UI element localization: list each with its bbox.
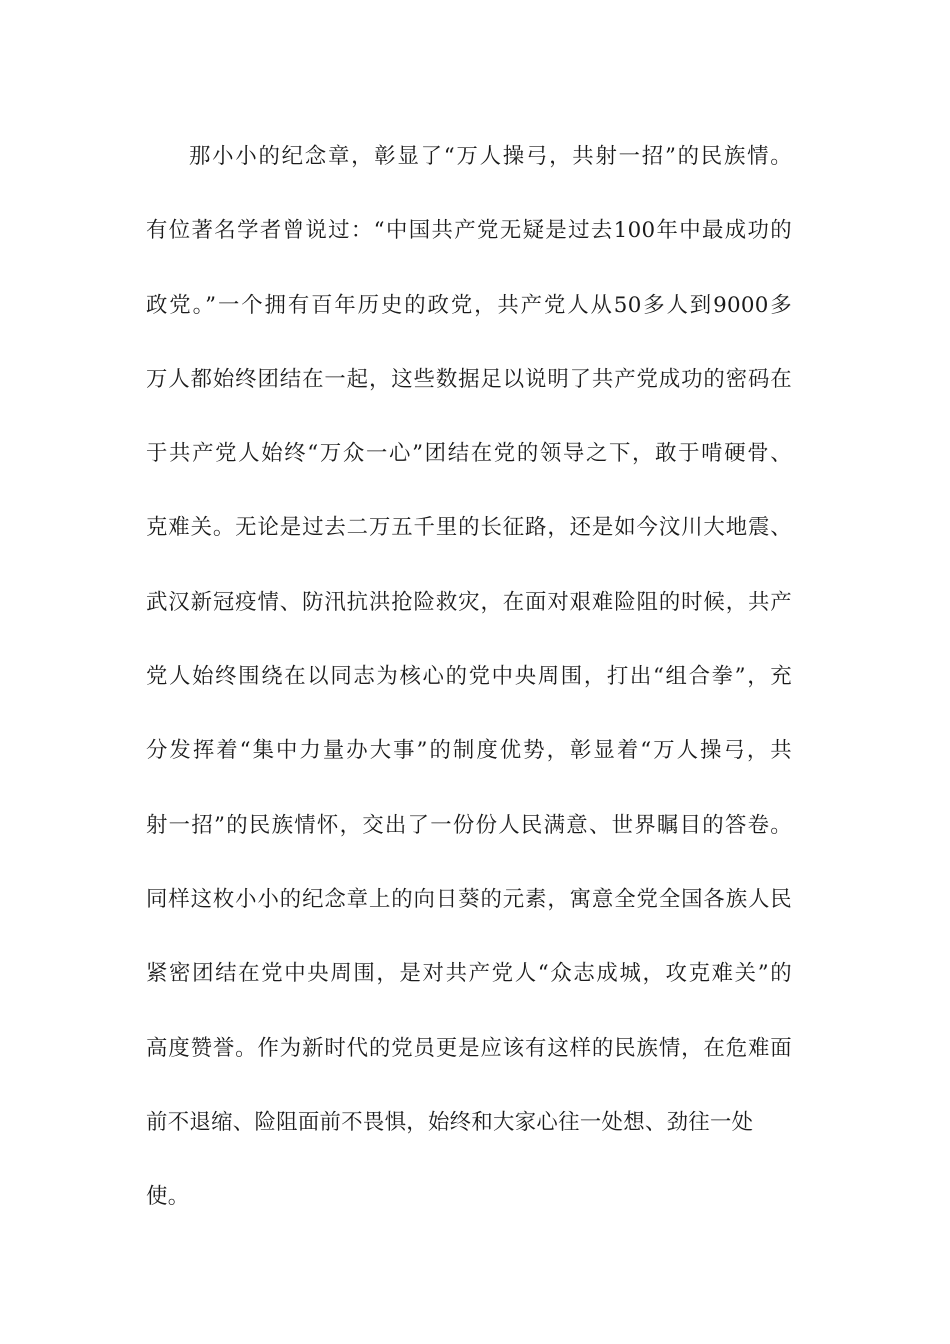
text-line: 分发挥着“集中力量办大事”的制度优势，彰显着“万人操弓，共 xyxy=(146,738,792,764)
text-line: 有位著名学者曾说过：“中国共产党无疑是过去100年中最成功的 xyxy=(146,218,792,244)
text-line: 武汉新冠疫情、防汛抗洪抢险救灾，在面对艰难险阻的时候，共产 xyxy=(146,589,792,615)
text-line: 使。 xyxy=(146,1184,190,1210)
text-line: 紧密团结在党中央周围，是对共产党人“众志成城，攻克难关”的 xyxy=(146,961,792,987)
text-line: 党人始终围绕在以同志为核心的党中央周围，打出“组合拳”，充 xyxy=(146,664,792,690)
text-line: 政党。”一个拥有百年历史的政党，共产党人从50多人到9000多 xyxy=(146,292,792,318)
text-line: 克难关。无论是过去二万五千里的长征路，还是如今汶川大地震、 xyxy=(146,515,792,541)
text-line: 前不退缩、险阻面前不畏惧，始终和大家心往一处想、劲往一处 xyxy=(146,1109,754,1135)
text-line: 于共产党人始终“万众一心”团结在党的领导之下，敢于啃硬骨、 xyxy=(146,441,792,467)
text-line: 射一招”的民族情怀，交出了一份份人民满意、世界瞩目的答卷。 xyxy=(146,812,792,838)
text-line: 万人都始终团结在一起，这些数据足以说明了共产党成功的密码在 xyxy=(146,366,792,392)
text-line: 那小小的纪念章，彰显了“万人操弓，共射一招”的民族情。 xyxy=(189,144,792,169)
body-paragraph xyxy=(146,120,792,1234)
text-line: 同样这枚小小的纪念章上的向日葵的元素，寓意全党全国各族人民 xyxy=(146,886,792,912)
text-line: 高度赞誉。作为新时代的党员更是应该有这样的民族情，在危难面 xyxy=(146,1035,792,1061)
